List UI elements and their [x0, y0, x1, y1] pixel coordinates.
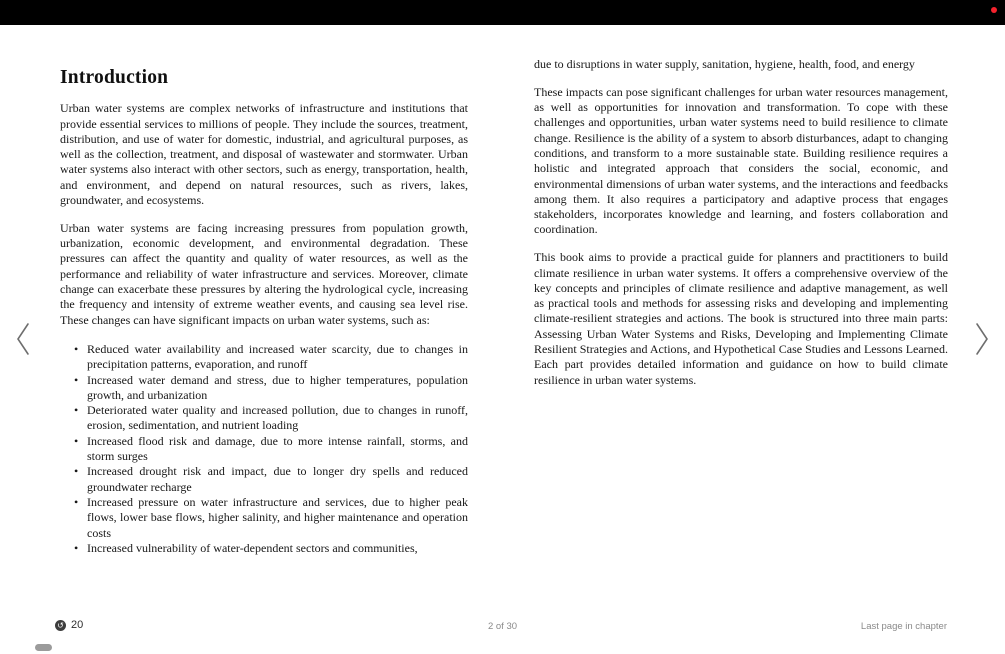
left-column [60, 57, 468, 556]
previous-page-button[interactable] [16, 322, 30, 356]
titlebar [0, 0, 1005, 25]
return-to-page-icon[interactable]: ↺ [55, 620, 66, 631]
chapter-heading: Introduction [60, 67, 169, 88]
bullet-continuation: due to disruptions in water supply, sanitation, hygiene, health, food, and energy [534, 57, 915, 71]
book-page [60, 57, 948, 556]
chevron-right-icon [975, 343, 989, 360]
paragraph: Urban water systems are complex networks of infrastructure and institutions that provide essential services to millions of people. They include the sources, treatment, distribution, and use of water for domestic, industrial, and agricultural purposes, as well as the collection, treatment, and disposal of wastewater and stormwater. Urban water systems also interact with other sectors, such as energy, transportation, health, and environment, and depend on natural resources, such as rivers, lakes, groundwater, and ecosystems. [60, 101, 468, 208]
list-item: • Increased pressure on water infrastructure and services, due to higher peak flows, lower base flows, higher salinity, and higher maintenance and operation costs [60, 495, 468, 541]
list-item: • Increased flood risk and damage, due to more intense rainfall, storms, and storm surges [60, 434, 468, 465]
impact-list [60, 342, 468, 556]
page-number: 20 [71, 619, 84, 631]
page-progress: 2 of 30 [487, 621, 518, 632]
paragraph: These impacts can pose significant challenges for urban water resources management, as well as opportunities for innovation and transformation. To cope with these challenges and opportunities, urban water systems need to build resilience to climate change. Resilience is the ability of a system to absorb disturbances, adapt to changing conditions, and transform to a more sustainable state. Building resilience requires a holistic and integrated approach that considers the social, economic, and environmental dimensions of urban water systems, and the interactions and feedbacks among them. It also requires a participatory and adaptive process that engages stakeholders, incorporates knowledge and learning, and fosters collaboration and coordination. [534, 84, 948, 237]
corner-handle[interactable] [35, 644, 52, 651]
next-page-button[interactable] [975, 322, 989, 356]
list-item: • Increased water demand and stress, due to higher temperatures, population growth, and urbanization [60, 373, 468, 404]
chevron-left-icon [16, 343, 30, 360]
list-item: • Deteriorated water quality and increased pollution, due to changes in runoff, erosion, sedimentation, and nutrient loading [60, 403, 468, 434]
list-item: • Reduced water availability and increased water scarcity, due to changes in precipitation patterns, evaporation, and runoff [60, 342, 468, 373]
list-item: • Increased drought risk and impact, due to longer dry spells and reduced groundwater recharge [60, 464, 468, 495]
paragraph: Urban water systems are facing increasing pressures from population growth, urbanization, economic development, and environmental degradation. These pressures can affect the quantity and quality of water resources, as well as the performance and reliability of water infrastructure and services. Moreover, climate change can exacerbate these pressures by altering the hydrological cycle, increasing the frequency and intensity of extreme weather events, and causing sea level rise. These changes can have significant impacts on urban water systems, such as: [60, 220, 468, 327]
chapter-status: Last page in chapter [860, 621, 947, 632]
paragraph: This book aims to provide a practical guide for planners and practitioners to build climate resilience in urban water systems. It offers a comprehensive overview of the key concepts and principles of climate resilience and adaptive management, as well as practical tools and methods for assessing risks and developing and implementing climate-resilient strategies and actions. The book is structured into three main parts: Assessing Urban Water Systems and Risks, Developing and Implementing Climate Resilient Strategies and Actions, and Hypothetical Case Studies and Lessons Learned. Each part provides detailed information and guidance on how to build climate resilience in urban water systems. [534, 250, 948, 387]
red-status-dot-icon [991, 7, 997, 13]
list-item: • Increased vulnerability of water-dependent sectors and communities, [60, 541, 468, 556]
right-column [534, 57, 948, 556]
